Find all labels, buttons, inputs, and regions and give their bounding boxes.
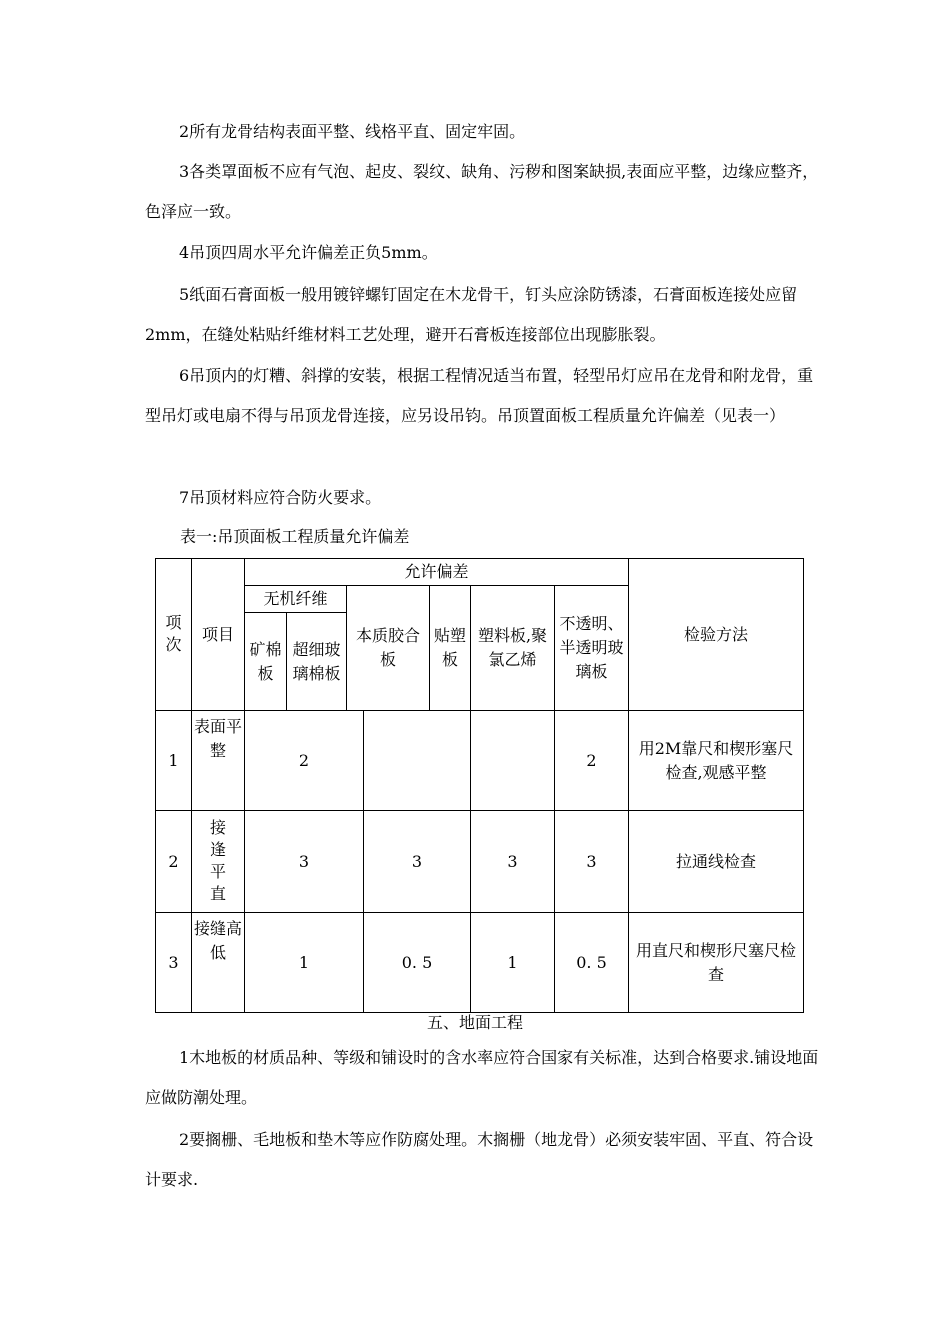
row-glass-value: 0. 5 xyxy=(555,913,629,1013)
row-plywood-value xyxy=(364,711,471,811)
paragraph-7: 7吊顶材料应符合防火要求。 xyxy=(179,488,382,507)
header-glass: 不透明、半透明玻璃板 xyxy=(555,586,629,711)
row-index: 1 xyxy=(156,711,192,811)
row-fiber-value: 2 xyxy=(245,711,364,811)
row-fiber-value: 3 xyxy=(245,811,364,913)
row-method: 用直尺和楔形尺塞尺检查 xyxy=(629,913,804,1013)
row-fiber-value: 1 xyxy=(245,913,364,1013)
paragraph-2: 2所有龙骨结构表面平整、线格平直、固定牢固。 xyxy=(179,122,526,141)
row-laminated-value xyxy=(471,711,555,811)
header-method: 检验方法 xyxy=(629,559,804,711)
table-row xyxy=(156,913,804,1013)
row-index: 2 xyxy=(156,811,192,913)
header-mineral-wool: 矿棉板 xyxy=(245,613,287,711)
header-allowed-deviation: 允许偏差 xyxy=(245,559,629,586)
section-heading: 五、地面工程 xyxy=(426,1013,523,1032)
paragraph-3: 3各类罩面板不应有气泡、起皮、裂纹、缺角、污秽和图案缺损,表面应平整，边缘应整齐，色泽应一致。 xyxy=(145,162,819,221)
table-caption: 表一:吊顶面板工程质量允许偏差 xyxy=(180,527,410,546)
row-plywood-value: 3 xyxy=(364,811,471,913)
header-inorganic-fiber: 无机纤维 xyxy=(245,586,347,613)
row-method: 用2M靠尺和楔形塞尺检查,观感平整 xyxy=(629,711,804,811)
row-laminated-value: 1 xyxy=(471,913,555,1013)
row-index: 3 xyxy=(156,913,192,1013)
header-item: 项目 xyxy=(192,559,245,711)
table-row xyxy=(156,711,804,811)
header-plywood: 本质胶合板 xyxy=(347,586,430,711)
row-plywood-value: 0. 5 xyxy=(364,913,471,1013)
row-laminated-value: 3 xyxy=(471,811,555,913)
header-plastic-pvc: 塑料板,聚氯乙烯 xyxy=(471,586,555,711)
row-glass-value: 3 xyxy=(555,811,629,913)
tolerance-table xyxy=(155,558,804,1013)
row-item: 接逢平直 xyxy=(192,811,245,913)
header-index: 项次 xyxy=(156,559,192,711)
header-ultrafine-glass: 超细玻璃棉板 xyxy=(287,613,347,711)
paragraph-5: 5纸面石膏面板一般用镀锌螺钉固定在木龙骨干，钉头应涂防锈漆，石膏面板连接处应留2mm，在缝处粘贴纤维材料工艺处理，避开石膏板连接部位出现膨胀裂。 xyxy=(145,285,798,344)
paragraph-6: 6吊顶内的灯糟、斜撑的安装，根据工程情况适当布置，轻型吊灯应吊在龙骨和附龙骨，重型吊灯或电扇不得与吊顶龙骨连接，应另设吊钧。吊顶置面板工程质量允许偏差（见表一） xyxy=(145,366,814,425)
paragraph-floor-1: 1木地板的材质品种、等级和铺设时的含水率应符合国家有关标准，达到合格要求.铺设地面应做防潮处理。 xyxy=(145,1048,819,1107)
row-item: 接缝高低 xyxy=(192,913,245,1013)
paragraph-floor-2: 2要搁栅、毛地板和垫木等应作防腐处理。木搁栅（地龙骨）必须安装牢固、平直、符合设计要求. xyxy=(145,1130,814,1189)
row-method: 拉通线检查 xyxy=(629,811,804,913)
header-laminated: 贴塑板 xyxy=(430,586,471,711)
paragraph-4: 4吊顶四周水平允许偏差正负5mm。 xyxy=(179,243,438,262)
table-row xyxy=(156,811,804,913)
row-item: 表面平整 xyxy=(192,711,245,811)
row-glass-value: 2 xyxy=(555,711,629,811)
